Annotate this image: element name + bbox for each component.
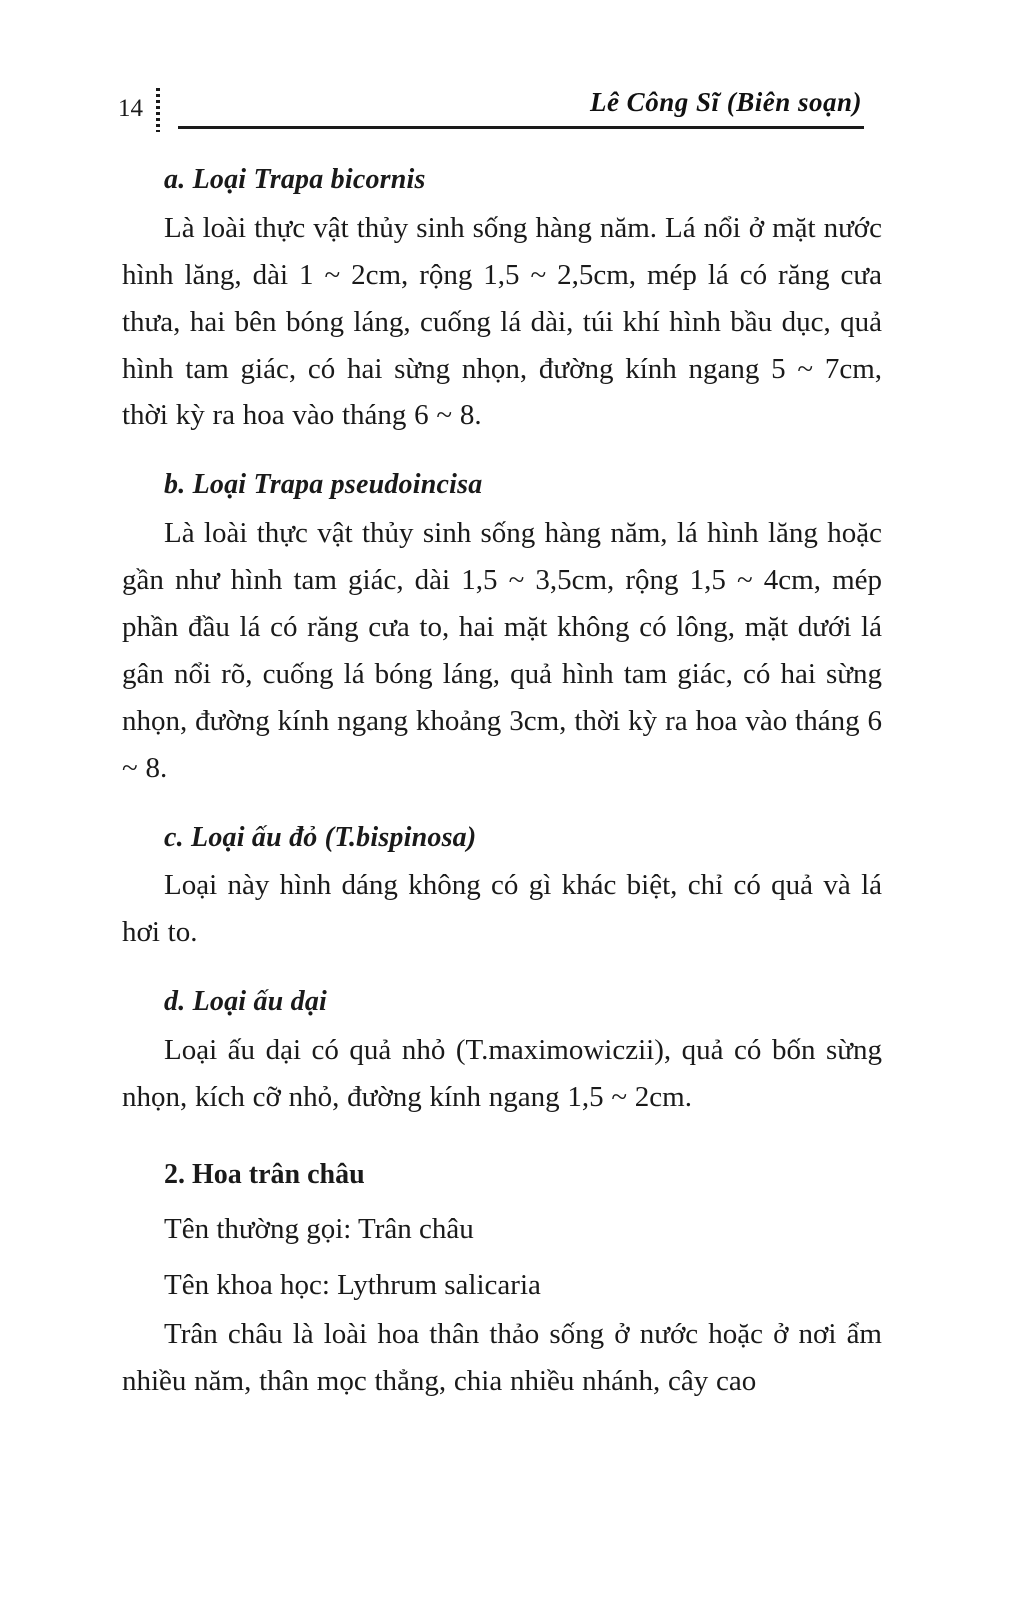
numbered-section-paragraph: Trân châu là loài hoa thân thảo sống ở nước hoặc ở nơi ẩm nhiều năm, thân mọc thẳng, chia nhiều nhánh, cây cao [122, 1318, 882, 1398]
common-name-line: Tên thường gọi: Trân châu [164, 1212, 474, 1245]
section-heading-c: c. Loại ấu đỏ (T.bispinosa) [164, 821, 477, 853]
section-paragraph-b: Là loài thực vật thủy sinh sống hàng năm, lá hình lăng hoặc gần như hình tam giác, dài 1,5 ~ 3,5cm, rộng 1,5 ~ 4cm, mép phần đầu lá có răng cưa to, hai mặt không có lông, mặt dưới lá gân nổi rõ, cuống lá bóng láng, quả hình tam giác, có hai sừng nhọn, đường kính ngang khoảng 3cm, thời kỳ ra hoa vào tháng 6 ~ 8. [122, 517, 882, 784]
header-right-group [178, 88, 864, 129]
section-heading-a: a. Loại Trapa bicornis [164, 164, 426, 195]
scientific-name-line: Tên khoa học: Lythrum salicaria [164, 1269, 541, 1302]
section-heading-b: b. Loại Trapa pseudoincisa [164, 469, 483, 501]
section-paragraph-c: Loại này hình dáng không có gì khác biệt, chỉ có quả và lá hơi to. [122, 869, 882, 949]
section-heading-d: d. Loại ấu dại [164, 986, 328, 1018]
header-vertical-rule [156, 88, 160, 132]
header-author: Lê Công Sĩ (Biên soạn) [589, 87, 862, 117]
page-header [118, 88, 864, 134]
header-horizontal-rule [178, 126, 864, 129]
numbered-section-heading: 2. Hoa trân châu [164, 1158, 365, 1190]
section-paragraph-d: Loại ấu dại có quả nhỏ (T.maximowiczii), quả có bốn sừng nhọn, kích cỡ nhỏ, đường kính ngang 1,5 ~ 2cm. [122, 1033, 882, 1113]
page-content [122, 160, 882, 1407]
section-paragraph-a: Là loài thực vật thủy sinh sống hàng năm. Lá nổi ở mặt nước hình lăng, dài 1 ~ 2cm, rộng 1,5 ~ 2,5cm, mép lá có răng cưa thưa, hai bên bóng láng, cuống lá dài, túi khí hình bầu dục, quả hình tam giác, có hai sừng nhọn, đường kính ngang 5 ~ 7cm, thời kỳ ra hoa vào tháng 6 ~ 8. [122, 211, 882, 432]
page-number: 14 [118, 95, 143, 122]
